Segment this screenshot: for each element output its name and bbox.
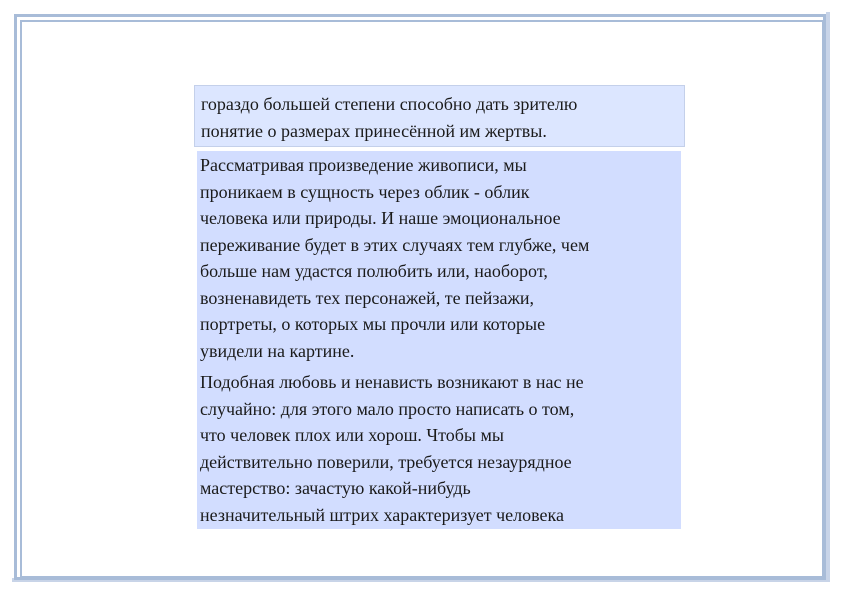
text-line: возненавидеть тех персонажей, те пейзажи, (200, 287, 535, 308)
text-line: понятие о размерах принесённой им жертвы. (201, 120, 547, 141)
text-line: Подобная любовь и ненависть возникают в нас не (200, 372, 584, 392)
text-line: что человек плох или хорош. Чтобы мы (200, 425, 504, 445)
text-line: переживание будет в этих случаях тем глубже, чем (200, 234, 590, 255)
paragraph (200, 152, 678, 364)
text-line: Рассматривая произведение живописи, мы (200, 155, 527, 175)
text-line: больше нам удастся полюбить или, наоборот, (200, 261, 548, 281)
text-line: действительно поверили, требуется незаурядное (200, 451, 572, 472)
paragraph (200, 369, 678, 528)
text-line: незначительный штрих характеризует человека (200, 504, 564, 525)
text-line: портреты, о которых мы прочли или которые (200, 314, 546, 334)
text-line: мастерство: зачастую какой-нибудь (200, 478, 471, 498)
text-box-main (197, 151, 681, 529)
frame-shadow (826, 12, 830, 580)
text-line: увидели на картине. (200, 340, 355, 361)
text-line: случайно: для этого мало просто написать о том, (200, 398, 575, 419)
text-line: проникаем в сущность через облик - облик (200, 181, 530, 202)
text-line: гораздо большей степени способно дать зрителю (201, 94, 578, 114)
text-box-continuation (194, 85, 685, 147)
text-line: человека или природы. И наше эмоциональное (200, 208, 561, 228)
